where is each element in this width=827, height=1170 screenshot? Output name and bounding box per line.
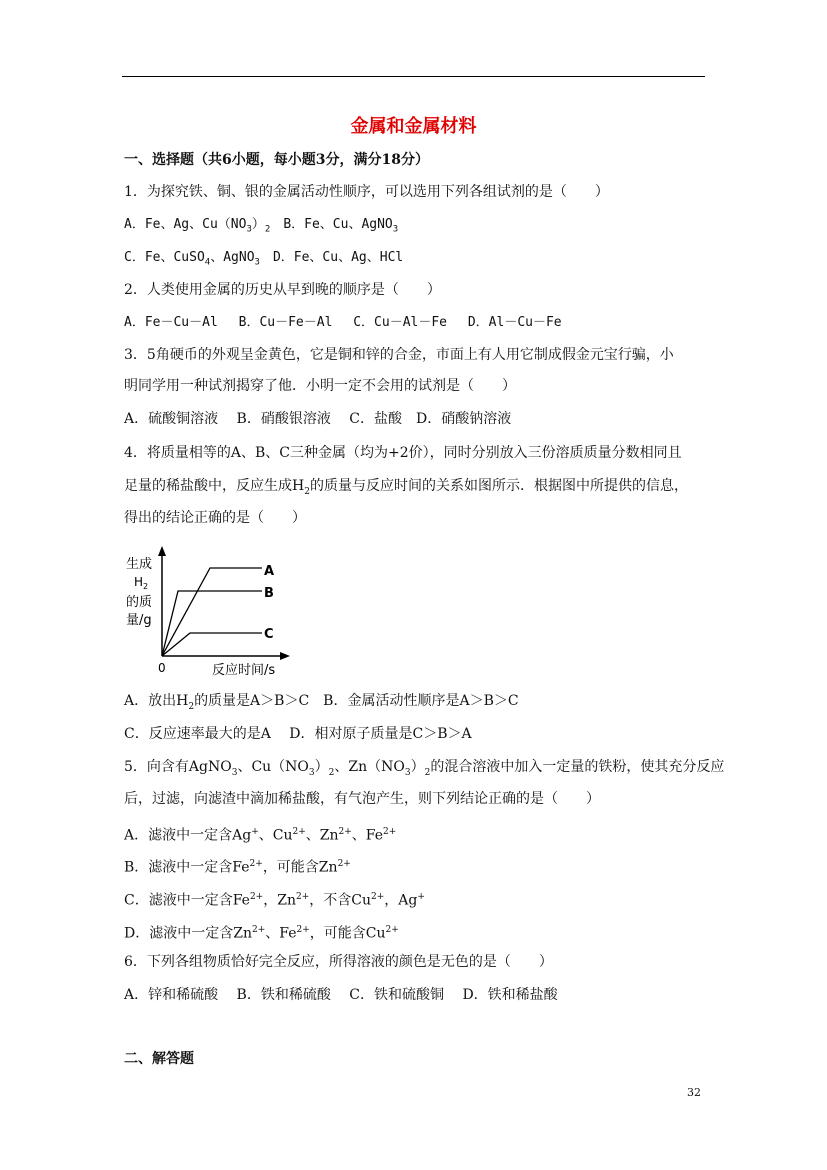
page-number: 32 bbox=[687, 1086, 701, 1099]
header-rule bbox=[122, 76, 705, 77]
q4-reaction-graph bbox=[122, 546, 292, 680]
q5-option-c: C．滤液中一定含$Fe^{2+}$，$Zn^{2+}$，不含$Cu^{2+}$，Ag+ bbox=[124, 892, 425, 909]
curve-b-label: B bbox=[264, 586, 274, 601]
section-heading-answer: 二、解答题 bbox=[124, 1051, 194, 1067]
q4-stem-line1: 4．将质量相等的A、B、C三种金属（均为+2价），同时分别放入三份溶质质量分数相同且 bbox=[124, 445, 682, 461]
q1-stem: 1．为探究铁、铜、银的金属活动性顺序，可以选用下列各组试剂的是（ ） bbox=[124, 184, 609, 200]
y-axis-label-line3: 的质 bbox=[126, 595, 153, 610]
q4-options-ab: A．放出$H_2$的质量是A＞B＞C B．金属活动性顺序是A＞B＞C bbox=[124, 693, 519, 712]
q3-stem-line1: 3．5角硬币的外观呈金黄色，它是铜和锌的合金，市面上有人用它制成假金元宝行骗，小 bbox=[124, 347, 674, 363]
y-axis-label-line4: 量/g bbox=[126, 613, 152, 628]
q5-option-a: A．滤液中一定含Ag+、$Cu^{2+}$、$Zn^{2+}$、$Fe^{2+}$ bbox=[124, 827, 397, 844]
section-heading-choice: 一、选择题（共6小题，每小题3分，满分18分） bbox=[124, 152, 429, 168]
q4-stem-line2: 足量的稀盐酸中，反应生成$H_2$的质量与反应时间的关系如图所示．根据图中所提供的信息， bbox=[124, 478, 688, 497]
q5-stem-line1: 5．向含有AgNO$_3$、$Cu(NO_3)_2$、$Zn(NO_3)_2$的混合溶液中加入一定量的铁粉，使其充分反应 bbox=[124, 759, 725, 778]
x-axis-arrow bbox=[280, 652, 290, 660]
y-axis-arrow bbox=[158, 546, 166, 556]
q4-stem-line3: 得出的结论正确的是（ ） bbox=[124, 510, 306, 526]
q2-stem: 2．人类使用金属的历史从早到晚的顺序是（ ） bbox=[124, 282, 441, 298]
curve-c bbox=[162, 633, 262, 656]
q1-options-ab: A．Fe、Ag、$Cu(NO_3)_2$ B．Fe、Cu、AgNO$_3$ bbox=[124, 217, 399, 235]
q3-options: A．硫酸铜溶液 B．硝酸银溶液 C．盐酸 D．硝酸钠溶液 bbox=[124, 411, 512, 427]
y-axis-label-line2: $H_2$ bbox=[134, 575, 149, 591]
page-title: 金属和金属材料 bbox=[350, 116, 477, 137]
q2-options: A．Fe－Cu－Al B．Cu－Fe－Al C．Cu－Al－Fe D．Al－Cu－Fe bbox=[124, 315, 562, 330]
q5-stem-line2: 后，过滤，向滤渣中滴加稀盐酸，有气泡产生，则下列结论正确的是（ ） bbox=[124, 791, 600, 807]
q5-option-b: B．滤液中一定含$Fe^{2+}$，可能含$Zn^{2+}$ bbox=[124, 859, 351, 876]
q3-stem-line2: 明同学用一种试剂揭穿了他．小明一定不会用的试剂是（ ） bbox=[124, 378, 516, 394]
q6-stem: 6．下列各组物质恰好完全反应，所得溶液的颜色是无色的是（ ） bbox=[124, 954, 553, 970]
x-axis-label: 反应时间/s bbox=[212, 663, 276, 678]
q4-options-cd: C．反应速率最大的是A D．相对原子质量是C＞B＞A bbox=[124, 726, 472, 742]
y-axis-label-line1: 生成 bbox=[126, 557, 153, 572]
curve-a bbox=[162, 568, 262, 656]
origin-label: 0 bbox=[158, 661, 166, 675]
q5-option-d: D．滤液中一定含$Zn^{2+}$、$Fe^{2+}$，可能含$Cu^{2+}$ bbox=[124, 925, 399, 942]
q6-options: A．锌和稀硫酸 B．铁和稀硫酸 C．铁和硫酸铜 D．铁和稀盐酸 bbox=[124, 987, 558, 1003]
curve-c-label: C bbox=[264, 627, 274, 642]
curve-a-label: A bbox=[264, 564, 275, 579]
curve-b bbox=[162, 591, 262, 656]
q1-options-cd: C．Fe、CuSO$_4$、AgNO$_3$ D．Fe、Cu、Ag、HCl bbox=[124, 250, 404, 268]
